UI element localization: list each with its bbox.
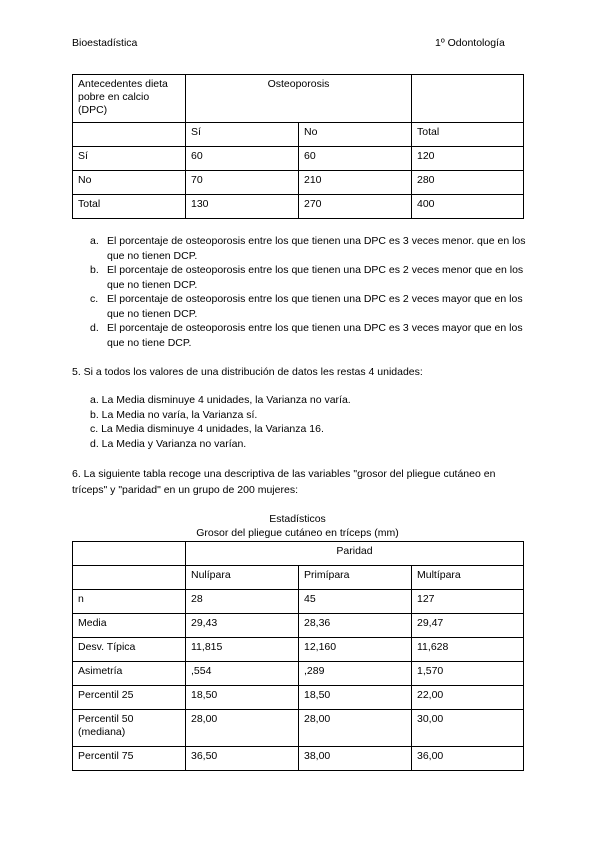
list-item (90, 234, 530, 263)
cell: 120 (412, 147, 524, 171)
list-item: b. La Media no varía, la Varianza sí. (90, 408, 258, 421)
cell: 28 (186, 590, 299, 614)
row-label: n (73, 590, 186, 614)
q4-options (90, 234, 530, 350)
option-letter: a. (90, 235, 99, 247)
option-letter: d. (90, 322, 99, 334)
q5-question: 5. Si a todos los valores de una distribución de datos les restas 4 unidades: (72, 366, 423, 378)
list-item: c. La Media disminuye 4 unidades, la Varianza 16. (90, 423, 324, 435)
table1-col-header: No (299, 123, 412, 147)
cell: 210 (299, 171, 412, 195)
row-label: Percentil 50 (mediana) (73, 710, 186, 747)
table1-empty-cell (412, 75, 524, 123)
row-label: Total (73, 195, 186, 219)
table-row (73, 638, 524, 662)
cell: 30,00 (412, 710, 524, 747)
table2-col-header: Primípara (299, 566, 412, 590)
table2-empty-cell (73, 566, 186, 590)
table1-header-label: Antecedentes dieta pobre en calcio (DPC) (73, 75, 186, 123)
cell: 60 (186, 147, 299, 171)
table2-col-header: Multípara (412, 566, 524, 590)
cell: 28,00 (299, 710, 412, 747)
row-label: Media (73, 614, 186, 638)
cell: 22,00 (412, 686, 524, 710)
table1-group-header: Osteoporosis (186, 75, 412, 123)
list-item (90, 263, 530, 292)
cell: 70 (186, 171, 299, 195)
cell: 280 (412, 171, 524, 195)
row-label: No (73, 171, 186, 195)
table2-col-header: Nulípara (186, 566, 299, 590)
table-row (73, 747, 524, 771)
table1-col-header: Sí (186, 123, 299, 147)
cell: 60 (299, 147, 412, 171)
q5-options (90, 393, 510, 451)
cell: ,289 (299, 662, 412, 686)
cell: 11,815 (186, 638, 299, 662)
row-label: Percentil 25 (73, 686, 186, 710)
table2-caption-title: Estadísticos (269, 513, 326, 525)
cell: 400 (412, 195, 524, 219)
cell: 130 (186, 195, 299, 219)
cell: 12,160 (299, 638, 412, 662)
cell: 1,570 (412, 662, 524, 686)
table-row (73, 686, 524, 710)
cell: 127 (412, 590, 524, 614)
cell: 18,50 (299, 686, 412, 710)
osteoporosis-table (72, 74, 524, 219)
cell: 270 (299, 195, 412, 219)
option-text: El porcentaje de osteoporosis entre los que tienen una DPC es 2 veces menor que en los que no tienen DCP. (107, 264, 524, 291)
cell: 28,36 (299, 614, 412, 638)
row-label: Asimetría (73, 662, 186, 686)
option-text: El porcentaje de osteoporosis entre los que tienen una DPC es 2 veces mayor que en los que no tienen DCP. (107, 293, 523, 320)
table-row (73, 590, 524, 614)
list-item (90, 292, 530, 321)
cell: ,554 (186, 662, 299, 686)
statistics-table (72, 541, 524, 771)
table2-caption-subtitle: Grosor del pliegue cutáneo en tríceps (mm) (196, 527, 399, 539)
table-row (73, 195, 524, 219)
table1-empty-cell (73, 123, 186, 147)
row-label: Percentil 75 (73, 747, 186, 771)
q6-question: 6. La siguiente tabla recoge una descriptiva de las variables "grosor del pliegue cutáneo en tríceps" y "paridad" en un grupo de 200 mujeres: (72, 468, 496, 496)
cell: 36,50 (186, 747, 299, 771)
option-letter: c. (90, 293, 99, 305)
option-letter: b. (90, 264, 99, 276)
cell: 29,43 (186, 614, 299, 638)
list-item: d. La Media y Varianza no varían. (90, 437, 247, 450)
option-text: El porcentaje de osteoporosis entre los que tienen una DPC es 3 veces mayor que en los que no tiene DCP. (107, 322, 523, 349)
table1-col-header: Total (412, 123, 524, 147)
list-item (90, 321, 530, 350)
cell: 11,628 (412, 638, 524, 662)
cell: 29,47 (412, 614, 524, 638)
cell: 38,00 (299, 747, 412, 771)
table-row (73, 147, 524, 171)
table-row (73, 710, 524, 747)
row-label: Desv. Típica (73, 638, 186, 662)
cell: 28,00 (186, 710, 299, 747)
cell: 36,00 (412, 747, 524, 771)
option-text: El porcentaje de osteoporosis entre los que tienen una DPC es 3 veces menor. que en los que no tienen DCP. (107, 235, 526, 262)
table-row (73, 662, 524, 686)
header-course: 1º Odontología (435, 37, 505, 49)
cell: 18,50 (186, 686, 299, 710)
table2-group-header: Paridad (186, 542, 524, 566)
header-subject: Bioestadística (72, 37, 138, 49)
table2-empty-cell (73, 542, 186, 566)
list-item: a. La Media disminuye 4 unidades, la Varianza no varía. (90, 394, 351, 406)
cell: 45 (299, 590, 412, 614)
table-row (73, 171, 524, 195)
table-row (73, 614, 524, 638)
row-label: Sí (73, 147, 186, 171)
